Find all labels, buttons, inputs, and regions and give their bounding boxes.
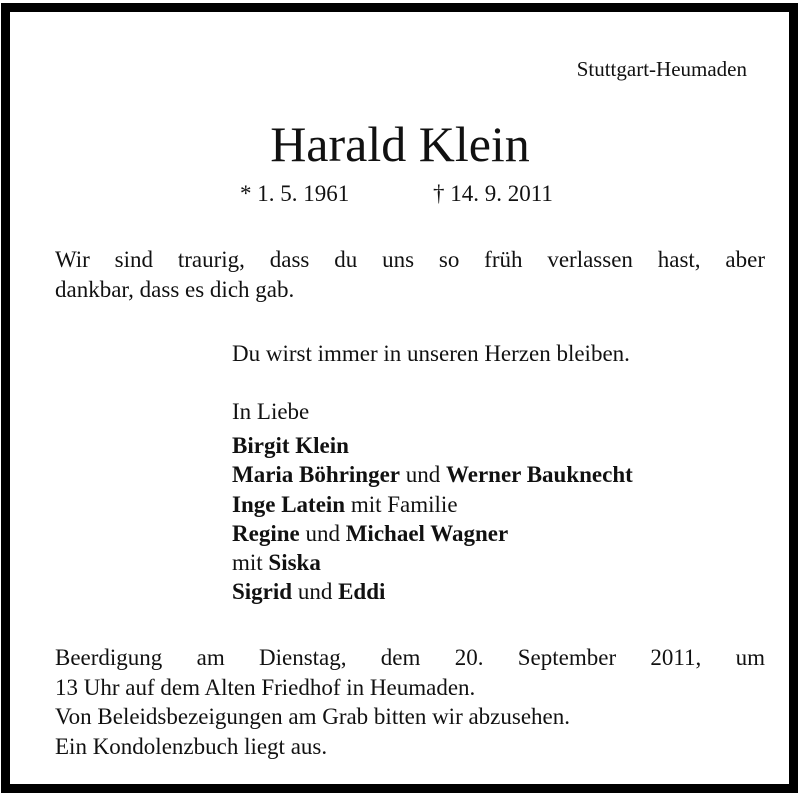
quote-text: Du wirst immer in unseren Herzen bleiben.	[232, 341, 630, 366]
funeral-line: 13 Uhr auf dem Alten Friedhof in Heumaden.	[55, 674, 476, 700]
mourner-line: Sigrid und Eddi	[232, 579, 386, 604]
death-date: † 14. 9. 2011	[433, 181, 553, 206]
deceased-name: Harald Klein	[270, 116, 530, 172]
in-liebe-label: In Liebe	[232, 399, 310, 424]
funeral-line: Von Beleidsbezeigungen am Grab bitten wir abzusehen.	[55, 704, 571, 729]
mourner-line: mit Siska	[232, 550, 321, 575]
intro-line: Wir sind traurig, dass du uns so früh verlassen hast, aber	[55, 247, 765, 272]
intro-line: dankbar, dass es dich gab.	[55, 276, 295, 302]
mourner-line: Maria Böhringer und Werner Bauknecht	[232, 462, 633, 487]
funeral-info	[55, 643, 765, 761]
funeral-line: Ein Kondolenzbuch liegt aus.	[55, 733, 328, 759]
mourner-line: Birgit Klein	[232, 433, 349, 458]
birth-date: * 1. 5. 1961	[240, 181, 350, 206]
intro-text	[55, 245, 765, 304]
funeral-line: Beerdigung am Dienstag, dem 20. September 2011, um	[55, 645, 765, 670]
notice-border	[1, 3, 798, 793]
mourner-line: Inge Latein mit Familie	[232, 492, 458, 517]
mourner-line: Regine und Michael Wagner	[232, 521, 509, 546]
place-label: Stuttgart-Heumaden	[576, 57, 747, 81]
